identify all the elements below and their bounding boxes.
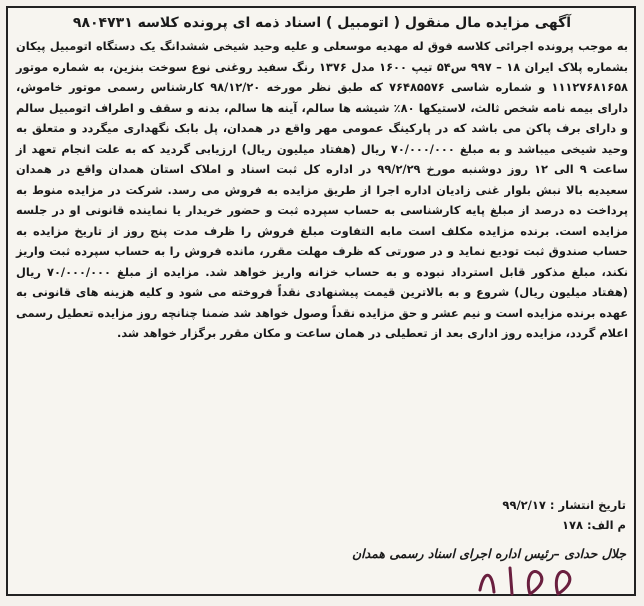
signature-line: جلال حدادی –رئیس اداره اجرای اسناد رسمی همدان — [351, 546, 626, 561]
handwritten-note — [470, 560, 590, 600]
reference-number: م الف: ۱۷۸ — [561, 518, 626, 532]
notice-body-paragraph: به موجب پرونده اجرائی کلاسه فوق له مهدیه موسعلی و علیه وحید شیخی ششدانگ یک دستگاه اتومبیل پیکان بشماره پلاک ایران ۱۸ – ۹۹۷ س۵۴ تیپ ۱۶۰۰ مدل ۱۳۷۶ رنگ سفید روغنی نوع سوخت بنزین، به شماره موتور ۱۱۱۲۷۶۸۱۶۵۸ و شماره شاسی ۷۶۴۸۵۵۷۶ که طبق نظر مورخه ۹۸/۱۲/۲۰ کارشناس رسمی موتور خاموش، دارای بیمه نامه شخص ثالث، لاستیکها ۸۰٪ شیشه ها سالم، آینه ها سالم، بدنه و سقف و اطراف اتومبیل سالم و دارای برف پاکن می باشد که در پارکینگ عمومی مهر واقع در همدان، پل بابک نگهداری میگردد و متعلق به وحید شیخی میباشد و به مبلغ ۷۰/۰۰۰/۰۰۰ ریال (هفتاد میلیون ریال) ارزیابی گردید که به علت انجام تعهد از ساعت ۹ الی ۱۲ روز دوشنبه مورخ ۹۹/۲/۲۹ در اداره کل ثبت اسناد و املاک استان همدان واقع در همدان سعیدیه بالا نبش بلوار غنی زادیان اداره اجرا از طریق مزایده به فروش می رسد. شرکت در مزایده منوط به پرداخت ده درصد از مبلغ پایه کارشناسی به حساب سپرده ثبت و حضور خریدار یا نماینده قانونی او در جلسه مزایده است. برنده مزایده مکلف است مابه التفاوت مبلغ فروش را ظرف مدت پنج روز از تاریخ مزایده به حساب صندوق ثبت تودیع نماید و در صورتی که ظرف مهلت مقرر، مانده فروش را به حساب سپرده ثبت واریز نکند، مبلغ مذکور قابل استرداد نبوده و به حساب خزانه واریز خواهد شد. مزایده از مبلغ ۷۰/۰۰۰/۰۰۰ ریال (هفتاد میلیون ریال) شروع و به بالاترین قیمت پیشنهادی نقداً فروخته می شود و کلیه هزینه های قانونی به عهده برنده مزایده است و نیم عشر و حق مزایده نقداً وصول خواهد شد ضمنا چنانچه روز مزایده تعطیل رسمی اعلام گردد، مزایده روز اداری بعد از تعطیلی در همان ساعت و مکان مقرر برگزار خواهد شد. — [16, 39, 629, 340]
notice-title: آگهی مزایده مال منقول ( اتومبیل ) اسناد ذمه ای پرونده کلاسه ۹۸۰۴۷۳۱ — [72, 15, 572, 31]
publish-date: تاریخ انتشار : ۹۹/۲/۱۷ — [502, 498, 626, 512]
notice-body — [16, 36, 628, 344]
